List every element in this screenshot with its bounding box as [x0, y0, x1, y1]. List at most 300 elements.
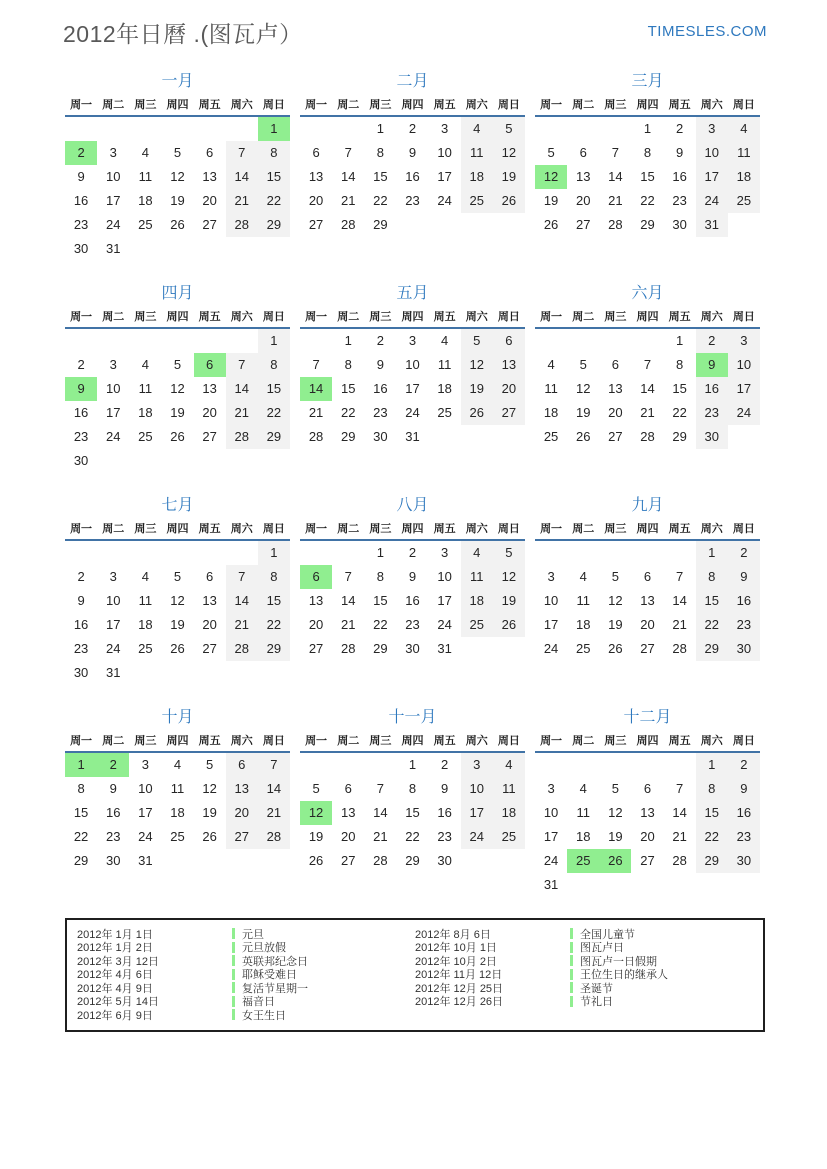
day-cell: 19 [493, 589, 525, 613]
day-cell: 29 [373, 641, 388, 656]
day-cell: 29 [405, 853, 420, 868]
day-cell [194, 849, 226, 873]
day-cell: 21 [226, 189, 258, 213]
site-logo[interactable]: TIMESLES.COM [647, 23, 767, 40]
day-cell: 19 [170, 617, 185, 632]
day-cell [258, 849, 290, 873]
week-row [65, 589, 290, 613]
week-row [535, 565, 760, 589]
weekday-label: 周五 [198, 99, 221, 111]
month-9 [535, 494, 760, 706]
day-cell: 8 [696, 777, 728, 801]
week-row [65, 353, 290, 377]
day-cell: 18 [728, 165, 760, 189]
week-row [65, 825, 290, 849]
holiday-marker-icon [570, 928, 573, 939]
day-cell [161, 849, 193, 873]
day-cell: 25 [493, 825, 525, 849]
day-cell [226, 237, 258, 261]
weekday-label: 周四 [636, 523, 659, 535]
day-cell [97, 449, 129, 473]
day-cell: 25 [575, 641, 591, 656]
day-cell: 26 [461, 401, 493, 425]
day-cell: 24 [105, 641, 121, 656]
day-cell: 8 [344, 357, 352, 372]
day-cell: 27 [202, 429, 217, 444]
day-cell: 3 [728, 329, 760, 353]
day-cell: 3 [441, 545, 449, 560]
day-cell [332, 117, 364, 141]
week-row [65, 377, 290, 401]
holiday-date: 2012年 4月 9日 [77, 982, 153, 995]
day-cell: 6 [300, 565, 332, 589]
day-cell: 23 [696, 401, 728, 425]
day-cell [461, 637, 493, 661]
week-row [65, 165, 290, 189]
legend-column-2 [415, 927, 753, 1022]
weekday-label: 周一 [540, 311, 563, 323]
day-cell: 4 [141, 145, 149, 160]
day-cell: 6 [344, 781, 352, 796]
week-row [300, 613, 525, 637]
day-cell: 21 [672, 617, 687, 632]
holiday-name-label: 图瓦卢一日假期 [580, 955, 657, 968]
month-title: 三月 [631, 73, 664, 90]
day-cell: 27 [575, 217, 591, 232]
day-cell: 17 [461, 801, 493, 825]
week-row [535, 141, 760, 165]
weekday-label: 周四 [166, 735, 189, 747]
day-cell: 3 [109, 357, 117, 372]
day-cell [364, 753, 396, 777]
day-cell [226, 661, 258, 685]
day-cell: 15 [258, 589, 290, 613]
day-cell: 29 [696, 849, 728, 873]
day-cell: 20 [202, 405, 217, 420]
day-cell: 21 [340, 193, 356, 208]
day-cell: 27 [308, 217, 324, 232]
weekday-label: 周一 [305, 99, 328, 111]
weekday-label: 周一 [305, 523, 328, 535]
day-cell: 16 [105, 805, 121, 820]
weekday-label: 周五 [433, 311, 456, 323]
holiday-date: 2012年 8月 6日 [415, 928, 491, 941]
day-cell: 17 [138, 805, 153, 820]
weekday-label: 周日 [497, 99, 520, 111]
day-cell: 28 [258, 825, 290, 849]
week-row [535, 353, 760, 377]
day-cell: 13 [202, 381, 217, 396]
day-cell: 28 [226, 425, 258, 449]
weekday-label: 周二 [572, 735, 595, 747]
weekday-label: 周二 [572, 523, 595, 535]
day-cell: 31 [138, 853, 153, 868]
week-row [300, 165, 525, 189]
weekday-label: 周六 [465, 311, 488, 323]
day-cell: 30 [73, 665, 89, 680]
day-cell: 22 [696, 613, 728, 637]
day-cell: 4 [547, 357, 555, 372]
holiday-date: 2012年 12月 26日 [415, 996, 504, 1009]
day-cell [332, 753, 364, 777]
day-cell [129, 329, 161, 353]
day-cell: 15 [73, 805, 89, 820]
day-cell: 7 [226, 141, 258, 165]
day-cell [258, 661, 290, 685]
day-cell: 16 [696, 377, 728, 401]
day-cell: 9 [676, 145, 684, 160]
weekday-header-row [300, 520, 525, 541]
day-cell: 26 [543, 217, 559, 232]
legend-row [77, 1008, 415, 1022]
day-cell: 14 [640, 381, 655, 396]
day-cell: 14 [340, 169, 356, 184]
weekday-label: 周四 [636, 735, 659, 747]
holiday-name-label: 图瓦卢日 [580, 942, 624, 955]
day-cell: 1 [696, 753, 728, 777]
weekday-label: 周五 [198, 735, 221, 747]
holiday-marker-icon [570, 942, 573, 953]
day-cell: 9 [696, 353, 728, 377]
day-cell [599, 541, 631, 565]
day-cell: 28 [226, 637, 258, 661]
week-row [65, 189, 290, 213]
legend-row [415, 995, 753, 1009]
day-cell: 11 [170, 781, 185, 796]
weekday-label: 周二 [102, 523, 125, 535]
weekday-label: 周四 [166, 99, 189, 111]
day-cell [567, 541, 599, 565]
day-cell [599, 329, 631, 353]
week-row [300, 213, 525, 237]
holiday-marker-icon [232, 955, 235, 966]
month-10 [65, 706, 290, 918]
day-cell: 3 [141, 757, 149, 772]
day-cell [65, 329, 97, 353]
month-title: 十一月 [388, 709, 437, 726]
day-cell: 9 [109, 781, 117, 796]
day-cell: 15 [696, 801, 728, 825]
day-cell: 17 [105, 193, 121, 208]
week-row [300, 189, 525, 213]
day-cell: 28 [340, 217, 356, 232]
week-row [65, 425, 290, 449]
month-title: 五月 [396, 285, 429, 302]
day-cell: 23 [728, 613, 760, 637]
day-cell: 16 [373, 381, 388, 396]
week-row [300, 825, 525, 849]
day-cell: 2 [676, 121, 684, 136]
day-cell: 27 [493, 401, 525, 425]
day-cell: 31 [105, 241, 121, 256]
day-cell: 21 [308, 405, 324, 420]
holiday-name-label: 王位生日的继承人 [580, 969, 668, 982]
weekday-label: 周二 [102, 735, 125, 747]
day-cell: 2 [441, 757, 449, 772]
day-cell: 22 [640, 193, 655, 208]
day-cell: 18 [461, 165, 493, 189]
day-cell: 18 [138, 405, 153, 420]
day-cell: 11 [544, 381, 558, 396]
day-cell [535, 117, 567, 141]
day-cell: 17 [405, 381, 420, 396]
holiday-name-label: 元旦放假 [242, 942, 286, 955]
weekday-label: 周五 [198, 523, 221, 535]
day-cell: 26 [170, 429, 185, 444]
holiday-date: 2012年 1月 2日 [77, 942, 153, 955]
holiday-name-label: 元旦 [242, 928, 264, 941]
day-cell [129, 449, 161, 473]
holiday-date: 2012年 10月 2日 [415, 955, 497, 968]
weekday-label: 周三 [604, 523, 627, 535]
day-cell: 14 [608, 169, 623, 184]
day-cell: 30 [73, 241, 89, 256]
day-cell [97, 541, 129, 565]
day-cell [97, 117, 129, 141]
holiday-date: 2012年 10月 1日 [415, 942, 497, 955]
day-cell: 17 [437, 169, 452, 184]
day-cell: 23 [405, 617, 420, 632]
day-cell [664, 873, 696, 897]
week-row [65, 237, 290, 261]
day-cell: 9 [77, 593, 85, 608]
day-cell: 12 [170, 381, 185, 396]
day-cell: 28 [340, 641, 356, 656]
day-cell: 5 [547, 145, 555, 160]
weekday-label: 周日 [262, 523, 285, 535]
week-row [535, 117, 760, 141]
day-cell: 28 [608, 217, 623, 232]
day-cell: 8 [676, 357, 684, 372]
day-cell: 4 [728, 117, 760, 141]
day-cell: 5 [579, 357, 587, 372]
holiday-legend [65, 918, 765, 1032]
weekday-label: 周五 [433, 523, 456, 535]
day-cell: 26 [599, 849, 631, 873]
month-3 [535, 70, 760, 282]
day-cell: 3 [547, 569, 555, 584]
day-cell: 3 [109, 569, 117, 584]
day-cell: 16 [405, 169, 420, 184]
week-row [535, 613, 760, 637]
day-cell: 23 [405, 193, 420, 208]
week-row [300, 801, 525, 825]
day-cell: 4 [493, 753, 525, 777]
day-cell: 5 [173, 357, 182, 372]
weekday-label: 周一 [70, 311, 93, 323]
day-cell [631, 873, 663, 897]
day-cell: 20 [202, 193, 217, 208]
day-cell: 12 [575, 381, 591, 396]
week-row [535, 425, 760, 449]
month-11 [300, 706, 525, 918]
weekday-label: 周日 [262, 99, 285, 111]
day-cell: 28 [672, 853, 687, 868]
holiday-marker-icon [232, 996, 235, 1007]
day-cell: 4 [173, 757, 182, 772]
weekday-label: 周三 [604, 311, 627, 323]
day-cell [300, 541, 332, 565]
day-cell: 18 [575, 829, 591, 844]
day-cell: 7 [226, 565, 258, 589]
day-cell: 25 [461, 189, 493, 213]
weekday-header-row [535, 308, 760, 329]
day-cell [535, 753, 567, 777]
day-cell: 9 [65, 377, 97, 401]
week-row [535, 377, 760, 401]
day-cell: 19 [493, 165, 525, 189]
day-cell: 23 [73, 641, 89, 656]
day-cell: 27 [202, 641, 217, 656]
day-cell: 31 [437, 641, 452, 656]
week-row [65, 777, 290, 801]
day-cell: 15 [340, 381, 356, 396]
week-row [300, 329, 525, 353]
day-cell: 27 [640, 641, 655, 656]
day-cell [728, 425, 760, 449]
day-cell: 17 [437, 593, 452, 608]
week-row [535, 637, 760, 661]
week-row [535, 541, 760, 565]
day-cell: 9 [408, 145, 417, 160]
months-grid [65, 70, 770, 918]
day-cell: 15 [640, 169, 655, 184]
day-cell [461, 849, 493, 873]
week-row [300, 777, 525, 801]
day-cell: 2 [696, 329, 728, 353]
day-cell: 21 [373, 829, 388, 844]
holiday-date: 2012年 11月 12日 [415, 969, 503, 982]
day-cell: 26 [575, 429, 591, 444]
day-cell: 15 [258, 165, 290, 189]
day-cell: 13 [202, 169, 217, 184]
day-cell: 11 [138, 169, 153, 184]
day-cell: 28 [226, 213, 258, 237]
holiday-name-label: 英联邦纪念日 [242, 955, 308, 968]
day-cell [493, 425, 525, 449]
day-cell: 30 [728, 849, 760, 873]
day-cell: 27 [226, 825, 258, 849]
day-cell: 17 [105, 617, 121, 632]
day-cell: 19 [608, 829, 623, 844]
day-cell [258, 237, 290, 261]
month-5 [300, 282, 525, 494]
weekday-header-row [300, 732, 525, 753]
day-cell: 25 [170, 829, 185, 844]
day-cell: 26 [608, 641, 623, 656]
day-cell: 20 [308, 617, 324, 632]
day-cell: 10 [105, 381, 121, 396]
day-cell: 4 [441, 333, 449, 348]
day-cell: 17 [728, 377, 760, 401]
page-title: 2012年日曆 .(图瓦卢） [63, 21, 303, 47]
weekday-label: 周六 [700, 523, 723, 535]
day-cell: 6 [611, 357, 619, 372]
day-cell: 6 [493, 329, 525, 353]
weekday-label: 周四 [166, 523, 189, 535]
week-row [65, 117, 290, 141]
holiday-date: 2012年 1月 1日 [77, 928, 153, 941]
weekday-label: 周三 [369, 99, 392, 111]
day-cell [728, 873, 760, 897]
weekday-header-row [535, 732, 760, 753]
week-row [65, 541, 290, 565]
day-cell [429, 213, 461, 237]
day-cell: 31 [543, 877, 559, 892]
week-row [300, 541, 525, 565]
weekday-label: 周三 [134, 735, 157, 747]
day-cell: 8 [643, 145, 652, 160]
week-row [300, 637, 525, 661]
week-row [65, 801, 290, 825]
day-cell: 7 [611, 145, 619, 160]
week-row [65, 661, 290, 685]
day-cell: 15 [258, 377, 290, 401]
week-row [65, 637, 290, 661]
holiday-marker-icon [232, 928, 235, 939]
day-cell: 12 [300, 801, 332, 825]
day-cell [129, 661, 161, 685]
day-cell: 19 [461, 377, 493, 401]
day-cell: 14 [672, 805, 687, 820]
day-cell: 13 [608, 381, 623, 396]
day-cell: 8 [77, 781, 85, 796]
week-row [535, 329, 760, 353]
day-cell: 12 [493, 565, 525, 589]
day-cell: 6 [643, 569, 652, 584]
day-cell: 7 [643, 357, 652, 372]
day-cell: 9 [408, 569, 417, 584]
weekday-label: 周一 [305, 311, 328, 323]
day-cell: 27 [640, 853, 655, 868]
day-cell: 12 [170, 169, 185, 184]
day-cell: 6 [579, 145, 587, 160]
weekday-label: 周四 [166, 311, 189, 323]
holiday-marker-icon [570, 996, 573, 1007]
weekday-label: 周六 [465, 523, 488, 535]
weekday-label: 周三 [369, 735, 392, 747]
day-cell: 7 [676, 781, 684, 796]
day-cell: 21 [226, 613, 258, 637]
weekday-label: 周二 [102, 311, 125, 323]
day-cell: 3 [461, 753, 493, 777]
day-cell: 30 [105, 853, 121, 868]
day-cell: 18 [138, 193, 153, 208]
day-cell: 1 [643, 121, 652, 136]
day-cell [226, 449, 258, 473]
day-cell: 13 [640, 593, 655, 608]
day-cell: 5 [173, 569, 182, 584]
weekday-label: 周六 [230, 99, 253, 111]
weekday-label: 周三 [134, 99, 157, 111]
day-cell: 13 [640, 805, 655, 820]
day-cell: 26 [170, 217, 185, 232]
day-cell: 12 [608, 593, 623, 608]
day-cell: 18 [543, 405, 559, 420]
day-cell: 22 [672, 405, 687, 420]
day-cell: 2 [77, 569, 85, 584]
weekday-label: 周二 [337, 311, 360, 323]
weekday-label: 周日 [262, 735, 285, 747]
day-cell: 1 [258, 329, 290, 353]
holiday-date: 2012年 3月 12日 [77, 955, 159, 968]
day-cell [194, 661, 226, 685]
day-cell: 31 [696, 213, 728, 237]
day-cell: 18 [138, 617, 153, 632]
holiday-date: 2012年 12月 25日 [415, 982, 504, 995]
day-cell: 6 [194, 353, 226, 377]
holiday-name-label: 女王生日 [242, 1009, 286, 1022]
